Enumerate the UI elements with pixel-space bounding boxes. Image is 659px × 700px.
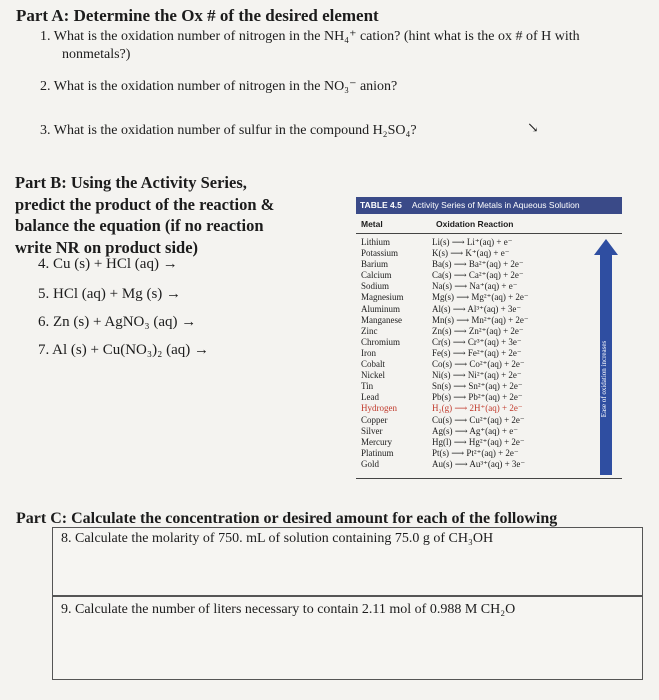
pencil-mark-icon: ↘	[527, 121, 539, 136]
metal-name: Lithium	[361, 237, 390, 247]
metal-name: Aluminum	[361, 303, 401, 314]
oxidation-reaction: K(s) ⟶ K⁺(aq) + e⁻	[432, 248, 510, 259]
oxidation-reaction: Cu(s) ⟶ Cu²⁺(aq) + 2e⁻	[432, 414, 525, 425]
metal-name: Nickel	[361, 370, 385, 381]
oxidation-reaction: Sn(s) ⟶ Sn²⁺(aq) + 2e⁻	[432, 381, 523, 392]
metal-name: Lead	[361, 392, 379, 403]
metal-name: Chromium	[361, 336, 401, 347]
metal-name: Potassium	[361, 248, 399, 259]
metal-name: Platinum	[361, 447, 394, 458]
oxidation-reaction: Ag(s) ⟶ Ag⁺(aq) + e⁻	[432, 425, 518, 436]
part-b-heading-line: predict the product of the reaction &	[15, 194, 275, 214]
oxidation-reaction: Cr(s) ⟶ Cr³⁺(aq) + 3e⁻	[432, 336, 522, 347]
oxidation-arrow-icon	[594, 239, 618, 475]
oxidation-reaction: Na(s) ⟶ Na⁺(aq) + e⁻	[432, 281, 518, 292]
question-1-continued: nonmetals?)	[62, 47, 131, 62]
question-7: 7. Al (s) + Cu(NO₃)₂ (aq) →	[38, 342, 209, 358]
oxidation-reaction: Pt(s) ⟶ Pt²⁺(aq) + 2e⁻	[432, 447, 519, 458]
metal-name: Barium	[361, 259, 388, 270]
metal-name: Silver	[361, 425, 383, 436]
oxidation-reaction: H₂(g) ⟶ 2H⁺(aq) + 2e⁻	[432, 403, 523, 414]
question-9: 9. Calculate the number of liters necessary to contain 2.11 mol of 0.988 M CH₂O	[61, 602, 516, 617]
table-bottom-rule	[356, 478, 622, 479]
metal-name: Mercury	[361, 436, 392, 447]
metal-list	[361, 237, 404, 470]
part-c-heading: Part C: Calculate the concentration or desired amount for each of the following	[16, 510, 558, 527]
question-2: 2. What is the oxidation number of nitrogen in the NO₃⁻ anion?	[40, 79, 398, 94]
table-title: Activity Series of Metals in Aqueous Solution	[411, 200, 580, 210]
header-divider	[356, 233, 622, 234]
question-5: 5. HCl (aq) + Mg (s) →	[38, 286, 182, 302]
side-label: Ease of oxidation increases	[600, 340, 608, 418]
oxidation-reaction: Pb(s) ⟶ Pb²⁺(aq) + 2e⁻	[432, 392, 523, 403]
metal-name: Tin	[361, 381, 374, 392]
metal-name: Sodium	[361, 281, 390, 292]
part-b-heading-line: balance the equation (if no reaction	[15, 216, 264, 235]
answer-box-9[interactable]	[52, 596, 643, 680]
metal-name: Iron	[361, 347, 376, 358]
metal-name: Zinc	[361, 325, 378, 336]
metal-name: Manganese	[361, 314, 402, 325]
oxidation-reaction: Ni(s) ⟶ Ni²⁺(aq) + 2e⁻	[432, 370, 522, 381]
oxidation-reaction: Ba(s) ⟶ Ba²⁺(aq) + 2e⁻	[432, 259, 524, 270]
oxidation-reaction: Au(s) ⟶ Au³⁺(aq) + 3e⁻	[432, 458, 526, 469]
part-a-heading: Part A: Determine the Ox # of the desired element	[16, 6, 379, 25]
question-1: 1. What is the oxidation number of nitrogen in the NH₄⁺ cation? (hint what is the ox # of H with	[40, 29, 580, 44]
question-8: 8. Calculate the molarity of 750. mL of solution containing 75.0 g of CH₃OH	[61, 531, 494, 546]
oxidation-reaction: Ca(s) ⟶ Ca²⁺(aq) + 2e⁻	[432, 270, 524, 281]
oxidation-reaction: Zn(s) ⟶ Zn²⁺(aq) + 2e⁻	[432, 325, 524, 336]
oxidation-reaction: Li(s) ⟶ Li⁺(aq) + e⁻	[432, 237, 513, 247]
answer-box-8[interactable]	[52, 527, 643, 596]
metal-name: Copper	[361, 414, 388, 425]
oxidation-reaction: Mn(s) ⟶ Mn²⁺(aq) + 2e⁻	[432, 314, 529, 325]
question-3: 3. What is the oxidation number of sulfur in the compound H₂SO₄?	[40, 123, 417, 138]
part-b-heading-line: write NR on product side)	[15, 237, 199, 257]
table-caption	[356, 197, 622, 214]
oxidation-reaction: Mg(s) ⟶ Mg²⁺(aq) + 2e⁻	[432, 292, 529, 303]
metal-name: Gold	[361, 458, 379, 469]
metal-name: Cobalt	[361, 359, 385, 370]
question-6: 6. Zn (s) + AgNO₃ (aq) →	[38, 314, 197, 330]
metal-name: Hydrogen	[361, 403, 397, 414]
metal-name: Calcium	[361, 270, 392, 281]
reaction-list	[432, 237, 529, 470]
question-4: 4. Cu (s) + HCl (aq) →	[38, 256, 178, 272]
oxidation-reaction: Fe(s) ⟶ Fe²⁺(aq) + 2e⁻	[432, 347, 522, 358]
part-b-heading	[15, 172, 315, 258]
part-b-heading-line: Part B: Using the Activity Series,	[15, 173, 247, 192]
column-header-metal: Metal	[361, 219, 383, 229]
oxidation-reaction: Co(s) ⟶ Co²⁺(aq) + 2e⁻	[432, 359, 525, 370]
metal-name: Magnesium	[361, 292, 404, 303]
oxidation-reaction: Hg(l) ⟶ Hg²⁺(aq) + 2e⁻	[432, 436, 525, 447]
oxidation-reaction: Al(s) ⟶ Al³⁺(aq) + 3e⁻	[432, 303, 522, 314]
activity-series-table	[356, 197, 622, 482]
column-header-reaction: Oxidation Reaction	[436, 219, 514, 229]
table-number: TABLE 4.5	[360, 200, 402, 210]
